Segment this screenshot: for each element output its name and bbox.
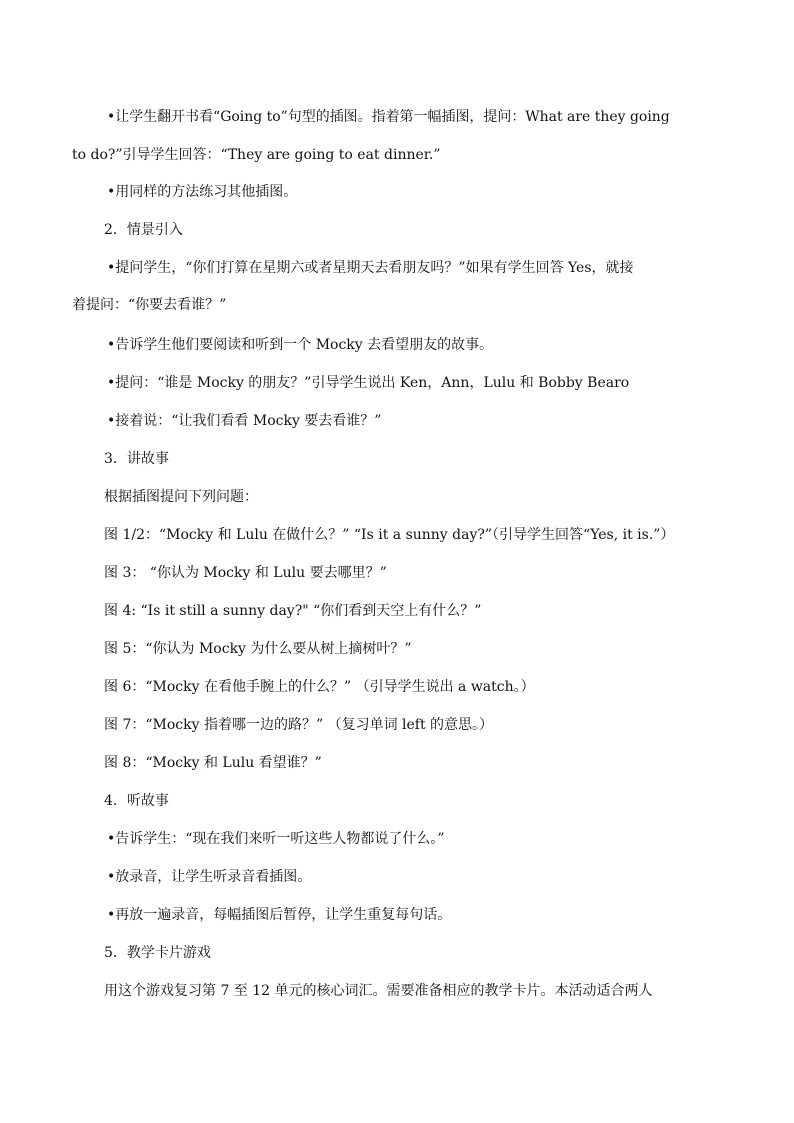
paragraph-line: 图 8：“Mocky 和 Lulu 看望谁？”	[104, 755, 322, 771]
section-heading: 3．讲故事	[104, 451, 169, 467]
paragraph-line: 图 7：“Mocky 指着哪一边的路？” （复习单词 left 的意思。）	[104, 717, 494, 733]
paragraph-line: to do?”引导学生回答：“They are going to eat dinner.”	[72, 147, 441, 163]
paragraph-line: 图 5：“你认为 Mocky 为什么要从树上摘树叶？”	[104, 641, 412, 657]
paragraph-line: •告诉学生他们要阅读和听到一个 Mocky 去看望朋友的故事。	[107, 337, 494, 353]
paragraph-line: 用这个游戏复习第 7 至 12 单元的核心词汇。需要准备相应的教学卡片。本活动适合两人	[104, 983, 653, 999]
paragraph-line: 着提问：“你要去看谁？”	[72, 297, 227, 313]
paragraph-line: •用同样的方法练习其他插图。	[107, 184, 298, 200]
paragraph-line: •让学生翻开书看“Going to”句型的插图。指着第一幅插图，提问：What are they going	[107, 109, 670, 125]
paragraph-line: 根据插图提问下列问题：	[104, 489, 258, 505]
paragraph-line: •提问学生，“你们打算在星期六或者星期天去看朋友吗？”如果有学生回答 Yes，就接	[107, 260, 634, 276]
paragraph-line: •再放一遍录音，每幅插图后暂停，让学生重复每句话。	[107, 907, 452, 923]
paragraph-line: 图 6：“Mocky 在看他手腕上的什么？” （引导学生说出 a watch。）	[104, 679, 535, 695]
paragraph-line: 图 4: “Is it still a sunny day?" “你们看到天空上有什么？”	[104, 603, 482, 619]
section-heading: 4．听故事	[104, 793, 169, 809]
paragraph-line: •告诉学生：“现在我们来听一听这些人物都说了什么。”	[107, 831, 445, 847]
section-heading: 2．情景引入	[104, 222, 183, 238]
section-heading: 5．教学卡片游戏	[104, 945, 211, 961]
paragraph-line: 图 3： “你认为 Mocky 和 Lulu 要去哪里？”	[104, 565, 387, 581]
paragraph-line: •放录音，让学生听录音看插图。	[107, 869, 312, 885]
paragraph-line: •提问：“谁是 Mocky 的朋友？”引导学生说出 Ken，Ann，Lulu 和 Bobby Bearo	[107, 375, 630, 391]
paragraph-line: 图 1/2：“Mocky 和 Lulu 在做什么？” “Is it a sunny day?”（引导学生回答“Yes, it is.”）	[104, 527, 675, 543]
paragraph-line: •接着说：“让我们看看 Mocky 要去看谁？”	[107, 413, 382, 429]
